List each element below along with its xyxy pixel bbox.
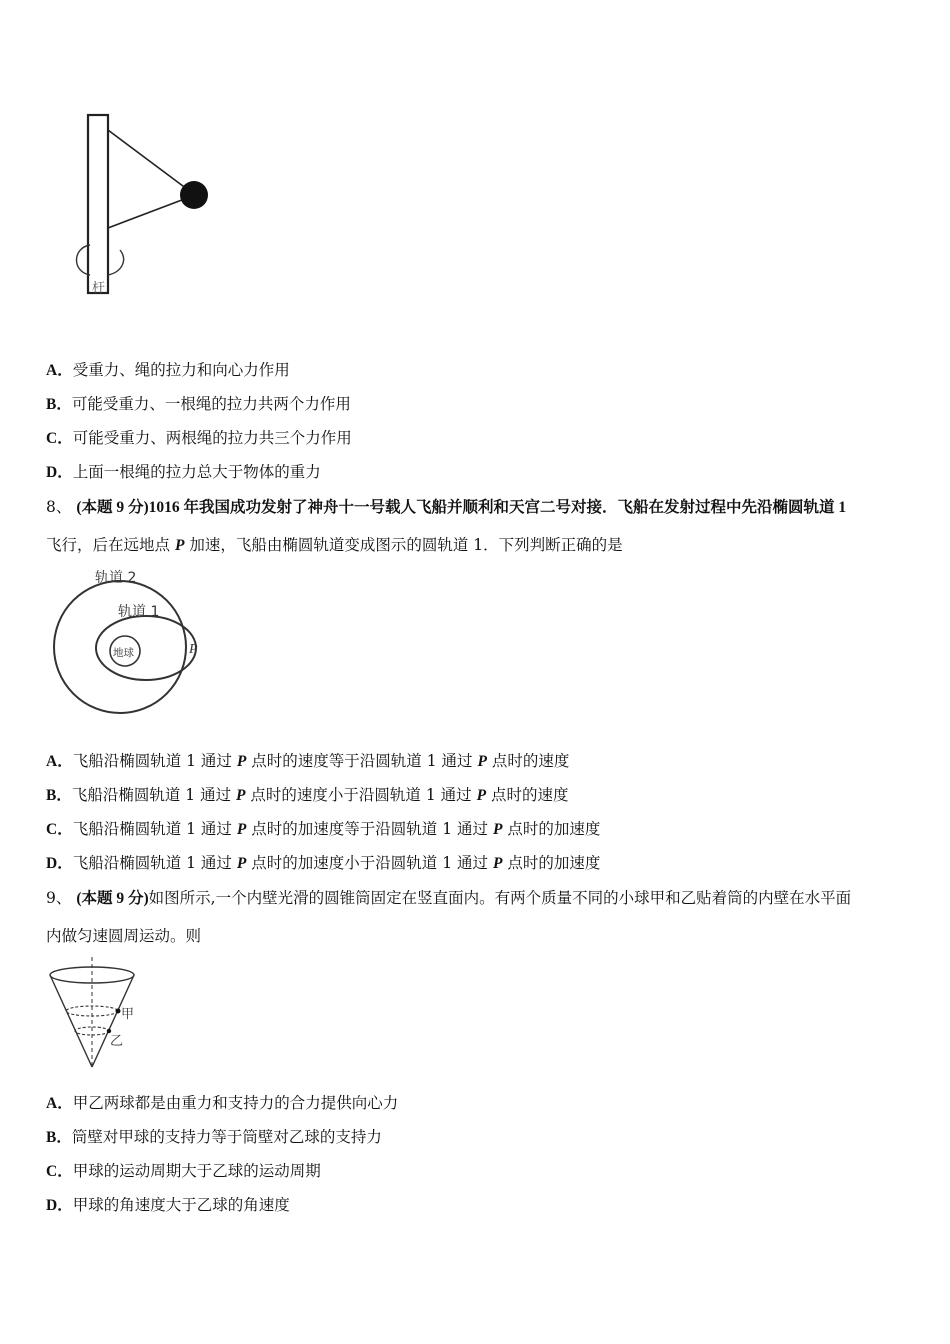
option-text: 筒壁对甲球的支持力等于筒壁对乙球的支持力 <box>71 1128 382 1146</box>
option-text: 甲球的角速度大于乙球的角速度 <box>72 1196 290 1214</box>
ball-jia-label: 甲 <box>121 1007 135 1022</box>
q9-option-a: A．甲乙两球都是由重力和支持力的合力提供向心力 <box>46 1094 399 1112</box>
q7-option-d: D．上面一根绳的拉力总大于物体的重力 <box>46 463 321 481</box>
option-letter: C <box>46 1163 58 1180</box>
vertical-rod <box>88 115 108 293</box>
question-number: 8、 <box>46 498 72 516</box>
q9-option-d: D．甲球的角速度大于乙球的角速度 <box>46 1196 290 1214</box>
rod-caption: 杆 <box>92 281 106 296</box>
orbit-figure <box>40 560 220 730</box>
option-text: 点时的加速度 <box>507 854 601 872</box>
point-symbol: P <box>174 537 185 554</box>
question-score: (本题 9 分) <box>76 890 149 907</box>
ball-yi-label: 乙 <box>110 1034 124 1049</box>
orbit-2-label: 轨道 2 <box>95 570 137 586</box>
option-text: 飞船沿椭圆轨道 1 通过 <box>72 752 232 770</box>
option-text: 飞船沿椭圆轨道 1 通过 <box>72 854 232 872</box>
rotation-arrow <box>77 245 124 275</box>
question-stem: 如图所示,一个内壁光滑的圆锥筒固定在竖直面内。有两个质量不同的小球甲和乙贴着筒的内壁在水平面 <box>148 889 852 907</box>
option-text: 点时的速度 <box>490 786 569 804</box>
option-letter: A <box>46 362 58 379</box>
q8-stem-line1 <box>46 497 846 518</box>
option-letter: D <box>46 855 58 872</box>
option-text: 点时的速度等于沿圆轨道 1 通过 <box>251 752 473 770</box>
q7-option-a: A．受重力、绳的拉力和向心力作用 <box>46 361 290 379</box>
point-symbol: P <box>492 855 503 872</box>
ball-yi <box>107 1029 111 1033</box>
q7-option-b: B．可能受重力、一根绳的拉力共两个力作用 <box>46 395 351 413</box>
option-letter: C <box>46 821 58 838</box>
option-letter: A <box>46 1095 58 1112</box>
q8-option-c: C．飞船沿椭圆轨道 1 通过 P 点时的加速度等于沿圆轨道 1 通过 P 点时的加速度 <box>46 820 601 838</box>
cone-figure <box>44 955 154 1075</box>
cone-left-wall <box>50 975 92 1067</box>
option-letter: B <box>46 787 57 804</box>
option-text: 飞船沿椭圆轨道 1 通过 <box>72 820 232 838</box>
q8-option-b: B．飞船沿椭圆轨道 1 通过 P 点时的速度小于沿圆轨道 1 通过 P 点时的速度 <box>46 786 569 804</box>
question-stem: 内做匀速圆周运动。则 <box>46 927 202 945</box>
point-symbol: P <box>492 821 503 838</box>
option-text: 可能受重力、一根绳的拉力共两个力作用 <box>71 395 351 413</box>
q9-stem-line1 <box>46 888 851 909</box>
point-symbol: P <box>236 753 247 770</box>
stem-text: 加速，飞船由椭圆轨道变成图示的圆轨道 1．下列判断正确的是 <box>189 536 623 554</box>
option-letter: D <box>46 464 58 481</box>
upper-rope <box>108 130 195 195</box>
q8-option-a: A．飞船沿椭圆轨道 1 通过 P 点时的速度等于沿圆轨道 1 通过 P 点时的速度 <box>46 752 570 770</box>
question-score: (本题 9 分) <box>76 499 149 516</box>
point-symbol: P <box>477 753 487 770</box>
option-text: 点时的加速度小于沿圆轨道 1 通过 <box>251 854 488 872</box>
point-symbol: P <box>476 787 487 804</box>
option-text: 甲球的运动周期大于乙球的运动周期 <box>72 1162 321 1180</box>
earth-label: 地球 <box>113 647 134 659</box>
orbit-1-label: 轨道 1 <box>118 604 160 620</box>
option-text: 上面一根绳的拉力总大于物体的重力 <box>72 463 321 481</box>
stem-text: 飞行，后在远地点 <box>46 536 171 554</box>
option-letter: A <box>46 753 58 770</box>
point-p-label: P <box>189 642 198 657</box>
option-letter: B <box>46 396 57 413</box>
q8-stem-line2 <box>46 535 623 556</box>
option-text: 点时的速度小于沿圆轨道 1 通过 <box>250 786 472 804</box>
question-number: 9、 <box>46 889 72 907</box>
option-letter: D <box>46 1197 58 1214</box>
option-text: 飞船沿椭圆轨道 1 通过 <box>71 786 232 804</box>
q9-option-c: C．甲球的运动周期大于乙球的运动周期 <box>46 1162 321 1180</box>
option-text: 可能受重力、两根绳的拉力共三个力作用 <box>72 429 352 447</box>
option-text: 甲乙两球都是由重力和支持力的合力提供向心力 <box>72 1094 399 1112</box>
option-text: 点时的加速度 <box>507 820 601 838</box>
q9-stem-line2 <box>46 926 201 946</box>
ball <box>180 181 208 209</box>
option-text: 点时的加速度等于沿圆轨道 1 通过 <box>251 820 488 838</box>
rod-ball-figure <box>70 110 220 300</box>
question-stem: 1016 年我国成功发射了神舟十一号载人飞船并顺利和天宫二号对接．飞船在发射过程中先沿椭圆轨道 1 <box>148 499 847 516</box>
option-letter: C <box>46 430 58 447</box>
q9-option-b: B．筒壁对甲球的支持力等于筒壁对乙球的支持力 <box>46 1128 382 1146</box>
point-symbol: P <box>236 855 247 872</box>
q8-option-d: D．飞船沿椭圆轨道 1 通过 P 点时的加速度小于沿圆轨道 1 通过 P 点时的加速度 <box>46 854 601 872</box>
point-symbol: P <box>236 787 246 804</box>
option-text: 受重力、绳的拉力和向心力作用 <box>72 361 290 379</box>
q7-option-c: C．可能受重力、两根绳的拉力共三个力作用 <box>46 429 352 447</box>
option-letter: B <box>46 1129 57 1146</box>
ball-jia <box>116 1009 121 1014</box>
point-symbol: P <box>236 821 247 838</box>
option-text: 点时的速度 <box>491 752 570 770</box>
